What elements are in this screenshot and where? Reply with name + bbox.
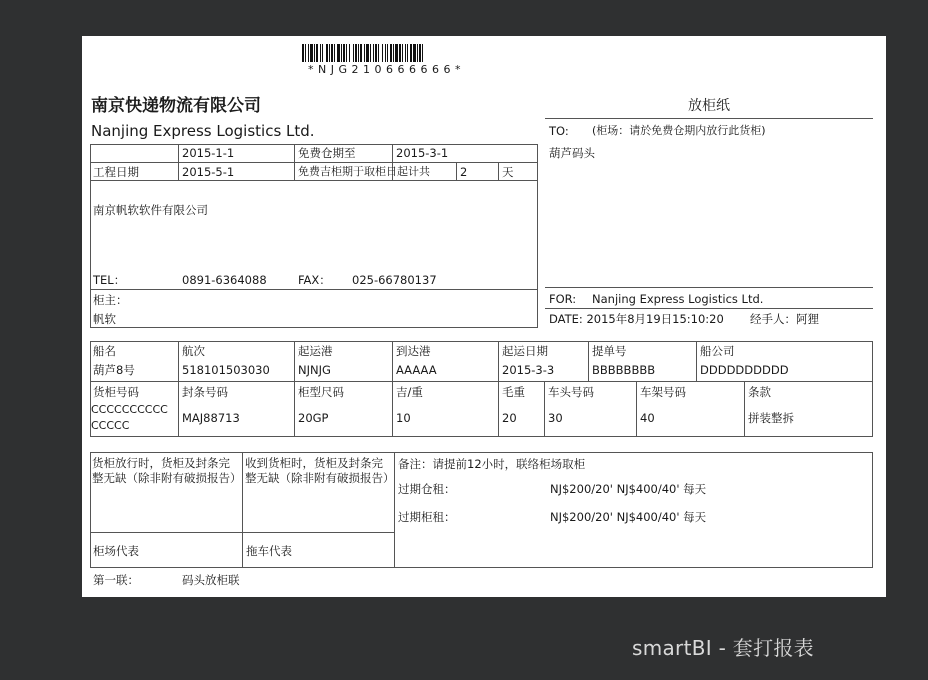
barcode-bar — [385, 44, 386, 62]
truck-representative: 拖车代表 — [246, 544, 292, 558]
barcode-bar — [375, 44, 377, 62]
remark-text: 备注：请提前12小时，联络柜场取柜 — [398, 457, 586, 471]
company-name-cn: 南京快递物流有限公司 — [91, 96, 261, 116]
fax-label: FAX： — [298, 273, 331, 287]
receive-condition-text: 收到货柜时，货柜及封条完整无缺（除非附有破损报告） — [245, 456, 395, 485]
free-container-label: 免费吉柜期于取柜日起计共 — [298, 165, 430, 178]
release-condition-text: 货柜放行时，货柜及封条完整无缺（除非附有破损报告） — [92, 456, 242, 485]
barcode-bar — [358, 44, 359, 62]
ship-h-size: 柜型尺码 — [298, 385, 344, 399]
ship-h-origin: 起运港 — [298, 344, 333, 358]
barcode-bar — [355, 44, 357, 62]
barcode-bar — [346, 44, 347, 62]
barcode-text: * N J G 2 1 0 6 6 6 6 6 6 * — [308, 63, 461, 76]
ship-col-d — [498, 341, 499, 437]
date-top-line — [545, 308, 873, 309]
days-value: 2 — [460, 165, 468, 179]
barcode-bar — [329, 44, 330, 62]
ship-v-depart: 2015-3-3 — [502, 363, 555, 377]
barcode-bar — [402, 44, 403, 62]
dates-col-2 — [294, 144, 295, 181]
barcode-bar — [413, 44, 416, 62]
barcode-bar — [302, 44, 304, 62]
print-form-paper — [82, 36, 886, 597]
ship-h-truckhead: 车头号码 — [548, 385, 594, 399]
barcode-bar — [337, 44, 340, 62]
ship-h-container: 货柜号码 — [93, 385, 139, 399]
ship-col-c — [392, 341, 393, 437]
ship-v-chassis: 40 — [640, 411, 655, 425]
tel-value: 0891-6364088 — [182, 273, 267, 287]
to-value: 葫芦码头 — [549, 146, 595, 160]
barcode-bar — [341, 44, 342, 62]
free-period-label: 免费仓期至 — [298, 146, 356, 160]
ship-v-gross: 20 — [502, 411, 517, 425]
ship-v-origin: NJNJG — [298, 363, 331, 377]
barcode-bar — [410, 44, 412, 62]
barcode-bar — [378, 44, 379, 62]
barcode-bar — [393, 44, 394, 62]
overdue-container-label: 过期柜租： — [398, 510, 456, 524]
handler: 经手人：阿狸 — [750, 312, 819, 326]
ship-v-weight: 10 — [396, 411, 411, 425]
ship-col-b — [294, 341, 295, 437]
barcode-bar — [326, 44, 328, 62]
date1-value: 2015-1-1 — [182, 146, 235, 160]
ship-h-bl: 提单号 — [592, 344, 627, 358]
notes-rep-line — [90, 532, 395, 533]
barcode-bar — [382, 44, 383, 62]
barcode-bar — [395, 44, 398, 62]
barcode-bar — [331, 44, 333, 62]
company-name-en: Nanjing Express Logistics Ltd. — [91, 122, 315, 140]
barcode-bar — [308, 44, 309, 62]
ship-v-carrier: DDDDDDDDDD — [700, 363, 789, 377]
free-period-date: 2015-3-1 — [396, 146, 449, 160]
ship-col-h — [696, 341, 697, 382]
barcode-bar — [366, 44, 369, 62]
tel-label: TEL： — [93, 273, 126, 287]
barcode-bar — [364, 44, 365, 62]
barcode-bar — [387, 44, 388, 62]
for-value: Nanjing Express Logistics Ltd. — [592, 292, 764, 306]
barcode-bar — [349, 44, 350, 62]
ship-v-truckhead: 30 — [548, 411, 563, 425]
work-date-label: 工程日期 — [93, 165, 139, 179]
for-label: FOR: — [549, 292, 577, 306]
owner-label: 柜主： — [93, 293, 128, 307]
days-unit: 天 — [502, 165, 514, 179]
ship-h-depart: 起运日期 — [502, 344, 548, 358]
title-underline — [545, 118, 873, 119]
barcode-bar — [373, 44, 374, 62]
dates-col-5 — [498, 163, 499, 181]
notes-col-b — [394, 452, 395, 568]
barcode-bar — [370, 44, 371, 62]
ship-h-dest: 到达港 — [396, 344, 431, 358]
ship-col-g — [636, 382, 637, 437]
barcode-bar — [390, 44, 392, 62]
copy-label: 第一联： — [93, 573, 139, 587]
ship-h-chassis: 车架号码 — [640, 385, 686, 399]
ship-h-vessel: 船名 — [93, 344, 116, 358]
ship-v-vessel: 葫芦8号 — [93, 363, 135, 377]
dates-col-1 — [178, 144, 179, 181]
owner-top-line — [90, 289, 538, 290]
ship-h-gross: 毛重 — [502, 385, 525, 399]
consignee-company: 南京帆软软件有限公司 — [93, 203, 208, 217]
barcode-bar — [314, 44, 315, 62]
barcode-bar — [419, 44, 421, 62]
barcode-bar — [310, 44, 313, 62]
ship-v-seal: MAJ88713 — [182, 411, 240, 425]
dates-row-line — [90, 162, 538, 163]
ship-v-dest: AAAAA — [396, 363, 437, 377]
ship-v-voyage: 518101503030 — [182, 363, 270, 377]
ship-v-terms: 拼装整拆 — [748, 411, 794, 425]
ship-h-weight: 吉/重 — [396, 385, 423, 399]
ship-v-container-line1: CCCCCCCCCC — [91, 403, 168, 416]
ship-h-terms: 条款 — [748, 385, 771, 399]
fax-value: 025-66780137 — [352, 273, 437, 287]
date-line: DATE: 2015年8月19日15:10:20 — [549, 312, 724, 326]
ship-col-a — [178, 341, 179, 437]
barcode-bar — [305, 44, 306, 62]
brand-caption: smartBI - 套打报表 — [632, 636, 814, 660]
barcode-bar — [417, 44, 418, 62]
to-note: (柜场：请於免费仓期内放行此货柜) — [592, 124, 766, 137]
barcode-bar — [353, 44, 354, 62]
barcode-bar — [343, 44, 345, 62]
ship-h-carrier: 船公司 — [700, 344, 735, 358]
copy-value: 码头放柜联 — [182, 573, 240, 587]
ship-v-size: 20GP — [298, 411, 329, 425]
barcode-bar — [360, 44, 362, 62]
dates-col-4 — [456, 163, 457, 181]
ship-col-i — [744, 382, 745, 437]
ship-h-voyage: 航次 — [182, 344, 205, 358]
ship-col-f — [588, 341, 589, 382]
document-title: 放柜纸 — [688, 98, 730, 114]
dates-bottom-line — [90, 180, 538, 181]
barcode-image — [302, 44, 496, 62]
barcode-bar — [320, 44, 321, 62]
barcode-bar — [422, 44, 423, 62]
barcode-bar — [316, 44, 318, 62]
work-date-value: 2015-5-1 — [182, 165, 235, 179]
yard-representative: 柜场代表 — [93, 544, 139, 558]
ship-v-container-line2: CCCCC — [91, 419, 130, 432]
barcode-bar — [399, 44, 401, 62]
notes-col-a — [242, 452, 243, 568]
barcode-bar — [407, 44, 408, 62]
ship-v-bl: BBBBBBBB — [592, 363, 656, 377]
owner-value: 帆软 — [93, 312, 116, 326]
overdue-container-value: NJ$200/20' NJ$400/40' 每天 — [550, 510, 707, 524]
ship-col-e — [544, 382, 545, 437]
to-label: TO: — [549, 124, 569, 138]
barcode-bar — [322, 44, 323, 62]
barcode-bar — [334, 44, 335, 62]
barcode-bar — [405, 44, 406, 62]
ship-h-seal: 封条号码 — [182, 385, 228, 399]
overdue-storage-value: NJ$200/20' NJ$400/40' 每天 — [550, 482, 707, 496]
ship-row1-line — [90, 381, 873, 382]
overdue-storage-label: 过期仓租： — [398, 482, 456, 496]
for-top-line — [545, 287, 873, 288]
